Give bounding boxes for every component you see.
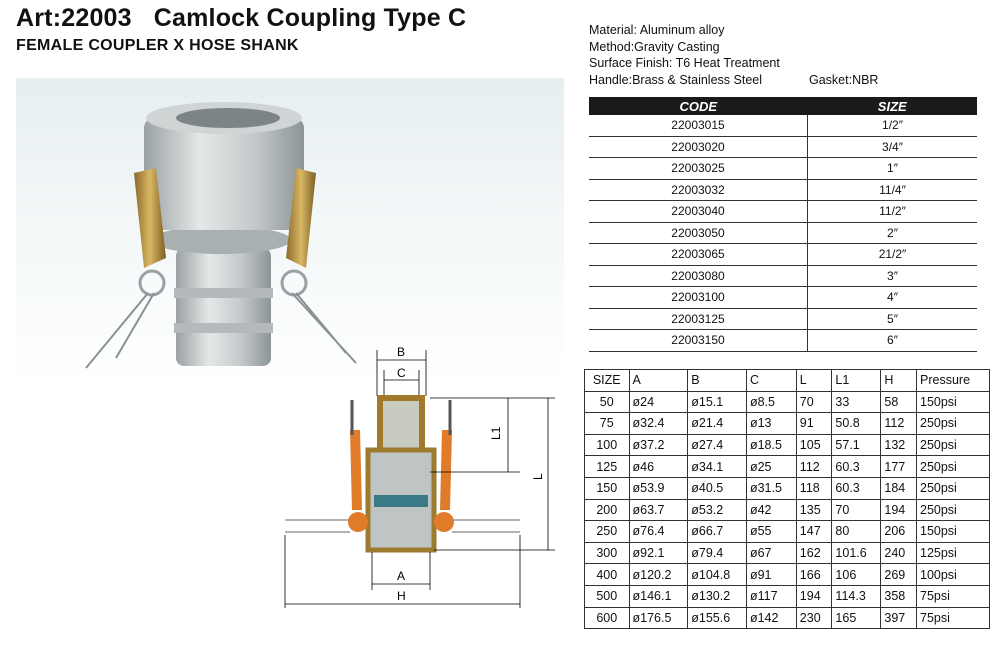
table-row [585,434,990,456]
table-cell: ø55 [746,521,796,543]
table-cell: 230 [796,607,832,629]
table-cell: ø27.4 [688,434,747,456]
table-cell: ø176.5 [629,607,688,629]
size-cell: 1/2″ [808,115,978,136]
table-cell: 58 [881,391,917,413]
code-cell: 22003050 [589,222,808,244]
table-cell: 250psi [917,499,990,521]
dim-label-h: H [397,589,406,603]
product-photo [16,78,564,383]
table-cell: 105 [796,434,832,456]
table-cell: ø42 [746,499,796,521]
table-cell: 100psi [917,564,990,586]
table-row [585,564,990,586]
product-name: Camlock Coupling Type C [153,4,467,32]
table-cell: 240 [881,542,917,564]
product-title [16,4,466,33]
table-cell: ø40.5 [688,477,747,499]
table-cell: 165 [832,607,881,629]
table-row [585,521,990,543]
table-cell: 250 [585,521,630,543]
table-cell: 147 [796,521,832,543]
column-header: L1 [832,370,881,392]
table-cell: 60.3 [832,456,881,478]
table-cell: 60.3 [832,477,881,499]
table-cell: 300 [585,542,630,564]
table-cell: ø21.4 [688,413,747,435]
table-row [589,330,977,352]
table-cell: ø79.4 [688,542,747,564]
table-row [589,287,977,309]
table-cell: 100 [585,434,630,456]
size-cell: 2″ [808,222,978,244]
spec-handle: Handle:Brass & Stainless Steel [589,72,763,87]
table-row [585,413,990,435]
code-cell: 22003065 [589,244,808,266]
dimension-table [584,369,990,629]
size-header: SIZE [808,97,978,115]
table-cell: 400 [585,564,630,586]
table-cell: 112 [796,456,832,478]
column-header: A [629,370,688,392]
table-cell: ø67 [746,542,796,564]
table-cell: 600 [585,607,630,629]
table-cell: ø120.2 [629,564,688,586]
code-cell: 22003150 [589,330,808,352]
column-header: Pressure [917,370,990,392]
size-cell: 11/2″ [808,201,978,223]
size-cell: 21/2″ [808,244,978,266]
table-cell: 397 [881,607,917,629]
spec-finish: Surface Finish: T6 Heat Treatment [589,56,780,70]
dim-label-a: A [397,569,406,583]
size-cell: 6″ [808,330,978,352]
size-cell: 3″ [808,265,978,287]
table-cell: 125 [585,456,630,478]
table-cell: ø46 [629,456,688,478]
spec-method: Method:Gravity Casting [589,39,720,54]
table-row [585,477,990,499]
table-row [589,115,977,136]
size-cell: 5″ [808,308,978,330]
table-cell: 166 [796,564,832,586]
code-table-header [589,97,977,115]
table-cell: ø91 [746,564,796,586]
table-cell: ø13 [746,413,796,435]
table-row [585,607,990,629]
table-cell: 150psi [917,391,990,413]
product-subtitle: FEMALE COUPLER X HOSE SHANK [16,37,299,54]
table-cell: ø104.8 [688,564,747,586]
dim-label-b: B [397,345,406,359]
table-cell: 80 [832,521,881,543]
table-cell: 75psi [917,585,990,607]
table-cell: 358 [881,585,917,607]
code-cell: 22003025 [589,158,808,180]
code-cell: 22003080 [589,265,808,287]
table-cell: ø142 [746,607,796,629]
article-number: Art:22003 [16,4,132,32]
table-cell: 250psi [917,434,990,456]
size-cell: 3/4″ [808,136,978,158]
table-cell: 194 [796,585,832,607]
table-cell: ø31.5 [746,477,796,499]
column-header: C [746,370,796,392]
table-row [585,542,990,564]
table-row [589,158,977,180]
code-cell: 22003015 [589,115,808,136]
size-cell: 1″ [808,158,978,180]
table-cell: 135 [796,499,832,521]
code-cell: 22003040 [589,201,808,223]
column-header: B [688,370,747,392]
size-cell: 4″ [808,287,978,309]
table-cell: 200 [585,499,630,521]
table-row [585,499,990,521]
table-cell: ø34.1 [688,456,747,478]
table-row [585,456,990,478]
column-header: SIZE [585,370,630,392]
spec-material: Material: Aluminum alloy [589,23,725,37]
table-cell: 150 [585,477,630,499]
table-cell: 50 [585,391,630,413]
table-cell: 125psi [917,542,990,564]
table-row [589,244,977,266]
table-cell: 184 [881,477,917,499]
code-cell: 22003100 [589,287,808,309]
table-cell: 106 [832,564,881,586]
table-cell: ø130.2 [688,585,747,607]
specifications [589,22,879,88]
table-cell: ø146.1 [629,585,688,607]
table-row [589,201,977,223]
table-cell: ø18.5 [746,434,796,456]
table-cell: 194 [881,499,917,521]
table-cell: 70 [832,499,881,521]
code-cell: 22003125 [589,308,808,330]
table-cell: ø8.5 [746,391,796,413]
technical-drawing [280,340,570,615]
table-cell: ø92.1 [629,542,688,564]
table-row [585,391,990,413]
table-cell: 57.1 [832,434,881,456]
table-cell: 206 [881,521,917,543]
code-cell: 22003020 [589,136,808,158]
table-row [589,222,977,244]
table-row [589,308,977,330]
table-cell: ø53.9 [629,477,688,499]
table-cell: 500 [585,585,630,607]
table-cell: ø66.7 [688,521,747,543]
table-row [585,585,990,607]
table-cell: 132 [881,434,917,456]
table-cell: 75psi [917,607,990,629]
table-cell: ø25 [746,456,796,478]
table-cell: 70 [796,391,832,413]
table-cell: ø155.6 [688,607,747,629]
size-cell: 11/4″ [808,179,978,201]
table-cell: ø24 [629,391,688,413]
table-cell: ø117 [746,585,796,607]
code-header: CODE [589,97,808,115]
code-cell: 22003032 [589,179,808,201]
dimension-table-header [585,370,990,392]
table-cell: ø32.4 [629,413,688,435]
table-cell: 250psi [917,413,990,435]
column-header: H [881,370,917,392]
code-size-table [589,97,977,352]
table-cell: 91 [796,413,832,435]
table-cell: ø37.2 [629,434,688,456]
column-header: L [796,370,832,392]
table-cell: 112 [881,413,917,435]
table-cell: 177 [881,456,917,478]
table-cell: 101.6 [832,542,881,564]
table-cell: 75 [585,413,630,435]
table-cell: 118 [796,477,832,499]
spec-handle-line [589,72,879,89]
table-cell: ø53.2 [688,499,747,521]
table-cell: ø76.4 [629,521,688,543]
table-cell: 150psi [917,521,990,543]
table-row [589,265,977,287]
table-cell: 33 [832,391,881,413]
dim-label-l1: L1 [489,426,503,440]
dim-label-l: L [531,473,545,480]
table-row [589,179,977,201]
table-row [589,136,977,158]
table-cell: ø63.7 [629,499,688,521]
dim-label-c: C [397,366,406,380]
table-cell: 114.3 [832,585,881,607]
table-cell: 269 [881,564,917,586]
table-cell: 162 [796,542,832,564]
table-cell: 250psi [917,477,990,499]
table-cell: 50.8 [832,413,881,435]
table-cell: 250psi [917,456,990,478]
table-cell: ø15.1 [688,391,747,413]
spec-gasket: Gasket:NBR [809,72,879,87]
